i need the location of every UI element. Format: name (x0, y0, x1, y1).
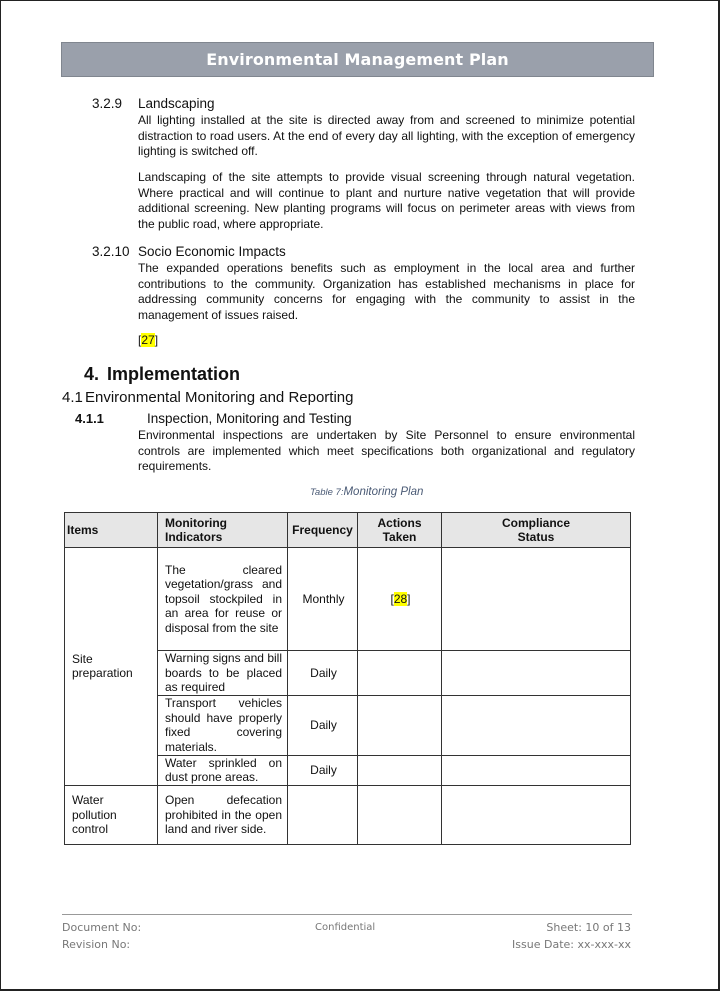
indicator-cell: Open defecation prohibited in the open land and river side. (158, 785, 288, 844)
indicator-cell: The cleared vegetation/grass and topsoil stockpiled in an area for reuse or disposal from the site (158, 548, 288, 651)
item-site-preparation: Site preparation (65, 548, 158, 786)
inspection-paragraph: Environmental inspections are undertaken by Site Personnel to ensure environmental controls are implemented which meet specifications both organizational and regulatory requirements. (138, 428, 635, 474)
section-3-2-9-number: 3.2.9 (92, 96, 123, 111)
indicator-cell: Warning signs and bill boards to be placed as required (158, 651, 288, 696)
compliance-status-cell (442, 785, 631, 844)
bracket-close: ] (407, 591, 411, 606)
frequency-cell: Daily (288, 651, 358, 696)
section-4-number: 4. (84, 364, 100, 384)
section-4-1-number: 4.1 (62, 389, 83, 406)
section-3-2-10-number: 3.2.10 (92, 244, 130, 259)
reference-number-highlighted: 27 (141, 333, 155, 347)
bracket-open: [ (138, 333, 142, 347)
footer-sheet-number: Sheet: 10 of 13 (546, 921, 631, 934)
landscaping-paragraph-1: All lighting installed at the site is directed away from and screened to minimize potential distraction to road users. At the end of every day all lighting, with the exception of emergency lighting is switched off. (138, 113, 635, 159)
footer-divider (62, 914, 632, 915)
compliance-status-cell (442, 755, 631, 785)
table-header-row (65, 513, 631, 548)
compliance-status-cell (442, 548, 631, 651)
header-compliance-status: Compliance Status (442, 513, 631, 548)
actions-taken-cell (358, 651, 442, 696)
table-row (65, 548, 631, 651)
actions-taken-cell (358, 785, 442, 844)
table-row (65, 785, 631, 844)
frequency-cell: Monthly (288, 548, 358, 651)
landscaping-paragraph-2: Landscaping of the site attempts to provide visual screening through natural vegetation. Where practical and will continue to plant and nurture native vegetation that will provide additional screening. New planting programs will focus on perimeter areas with views from the public road, where appropriate. (138, 170, 635, 231)
frequency-cell (288, 785, 358, 844)
item-water-pollution-control: Water pollution control (65, 785, 158, 844)
section-4-1-1-title: Inspection, Monitoring and Testing (147, 411, 352, 426)
table-caption-title: Monitoring Plan (343, 486, 424, 498)
frequency-cell: Daily (288, 755, 358, 785)
section-3-2-10-title: Socio Economic Impacts (138, 244, 286, 259)
section-4-1-1-number: 4.1.1 (75, 411, 104, 426)
document-title: Environmental Management Plan (206, 50, 509, 69)
compliance-status-cell (442, 651, 631, 696)
frequency-cell: Daily (288, 695, 358, 755)
bracket-close: ] (154, 333, 159, 347)
table-caption-label: Table 7: (310, 487, 344, 498)
footer-confidential: Confidential (315, 922, 376, 933)
header-monitoring-indicators: Monitoring Indicators (158, 513, 288, 548)
section-4-1-title: Environmental Monitoring and Reporting (85, 389, 354, 406)
compliance-status-cell (442, 695, 631, 755)
header-frequency: Frequency (288, 513, 358, 548)
footer-document-no: Document No: (62, 921, 142, 934)
footer-revision-no: Revision No: (62, 938, 131, 951)
header-items: Items (65, 513, 158, 548)
actions-taken-cell (358, 695, 442, 755)
reference-number-highlighted: 28 (393, 591, 408, 606)
table-caption (310, 486, 423, 498)
indicator-cell: Transport vehicles should have properly fixed covering materials. (158, 695, 288, 755)
section-3-2-9-title: Landscaping (138, 96, 215, 111)
document-header-bar (61, 42, 654, 77)
actions-taken-cell (358, 548, 442, 651)
socio-economic-paragraph: The expanded operations benefits such as employment in the local area and further contributions to the community. Organization has established mechanisms in place for addressing community concerns for engaging with the community to assist in the management of issues raised. (138, 261, 635, 322)
indicator-cell: Water sprinkled on dust prone areas. (158, 755, 288, 785)
footer-issue-date: Issue Date: xx-xxx-xx (512, 938, 631, 951)
section-4-title: Implementation (107, 364, 241, 384)
header-actions-taken: Actions Taken (358, 513, 442, 548)
bracket-open: [ (390, 591, 394, 606)
monitoring-plan-table (64, 512, 631, 845)
actions-taken-cell (358, 755, 442, 785)
reference-marker-27 (138, 333, 158, 347)
